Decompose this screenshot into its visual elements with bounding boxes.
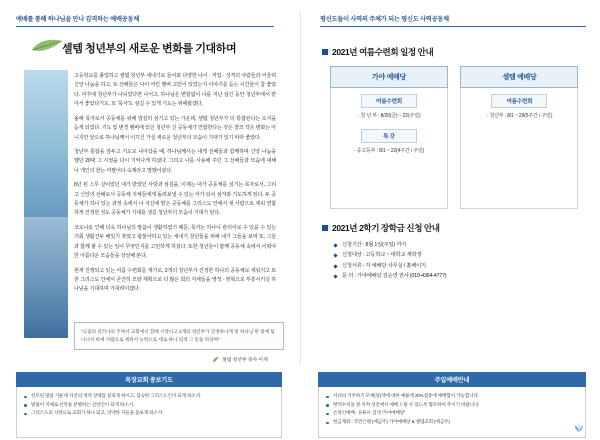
prayer-item: 말씀이 지체로 선악을 분별하는 신앙인이 되게 하소서. bbox=[24, 401, 274, 410]
article-paragraph: 청년부 통합을 앞두고 기도로 나아갔을 때, 하나님께서는 내게 선배들과 함께하며 신앙 나눔을 했던 20대 그 시절을 다시 기억나게 하셨다. 그리고 나를 사용해 주던 그 선배들과 모습에 대해 나 개인의 한는 여짤어다 숙제라고 말했어셨다. bbox=[74, 148, 276, 174]
service-info-item: 헌금계좌 : 국민은행 (예금주) 가야예배당 & 셀템교회 (예금주) bbox=[326, 418, 578, 427]
scholarship-item: 신청기간 : 8월 1일(주일) 까지 bbox=[334, 240, 582, 250]
article-pullquote: "고침의 길러나의 주께서 교회에서 할때 시작나고 2개의 성년부가 진정하나게 및 하나님 한 밖에 팀나니서 바에 사람으로 세워서 능력으로 세로 하나 되게 그 믿을 바라며" bbox=[74, 322, 284, 350]
prayer-box-heading: 목장교회 중보기도 bbox=[16, 372, 282, 387]
small-leaf-icon bbox=[212, 356, 219, 363]
schedule-group-line: · 청 년 부 : 8/20(금) ~ 22(주일) bbox=[357, 113, 421, 119]
service-info-item: 방역수칙을 잘 지켜 성전에서 예배 드릴 수 있도록 협조하여 주시기 바랍니다. bbox=[326, 401, 578, 410]
scholarship-item: 문 의 : 가야예배당 김순연 권사 (010-4364-4777) bbox=[334, 271, 582, 281]
schedule-card-body bbox=[460, 88, 578, 209]
schedule-group bbox=[336, 129, 442, 155]
article-paragraph: 코로나로 인해 더욱 하나님의 말씀이 생활하였기 때문, 목자는 하나니 관리이로 수 있을 수 있는 기회 생활건두 배있기 찾았고 합물아하고 있는 새내기 청년들을 위해 내가 그들을 보며 또, 그들과 함께 할 수 있는 일이 무엇인지를 고민하게 하셨다. 또한 청년들이 함께 공동체 속에서 이뤄야한 아름다운 모습들을 상상해 본다. bbox=[74, 224, 276, 260]
schedule-group-label: 특 강 bbox=[361, 129, 417, 143]
lotus-logo-icon bbox=[572, 420, 586, 434]
service-info-body bbox=[318, 387, 586, 438]
scholarship-title-text: 2021년 2학기 장학금 신청 안내 bbox=[332, 223, 440, 233]
schedule-group-line: · 중고등부 : 8/1 ~ 22(4주간 / 주일) bbox=[353, 148, 425, 155]
article-photo bbox=[24, 70, 68, 338]
scholarship-item: 신청서류 : 각 예배당 사무실 / 홈페이지 bbox=[334, 261, 582, 271]
schedule-card-title: 가야 예배당 bbox=[330, 66, 448, 88]
schedule-section-title bbox=[322, 46, 433, 58]
column-divider bbox=[300, 12, 301, 364]
article-panel bbox=[16, 26, 282, 362]
schedule-group bbox=[336, 94, 442, 120]
schedule-group bbox=[466, 94, 572, 120]
schedule-group-line: · 청년부 : 8/1 ~ 29(5주간 / 주일) bbox=[486, 113, 553, 119]
scholarship-section-title bbox=[322, 222, 440, 234]
prayer-item: 선포된 말씀 가운데 자신의 영적 상태를 살피게 하시고, 섬숙한 그리스도인이 되게 하소서. bbox=[24, 392, 274, 401]
service-info-box bbox=[318, 372, 586, 430]
schedule-card-title: 셀템 예배당 bbox=[460, 66, 578, 88]
right-column-header bbox=[320, 14, 586, 27]
prayer-box bbox=[16, 372, 282, 430]
scholarship-list bbox=[334, 240, 582, 281]
schedule-card-body bbox=[330, 88, 448, 209]
article-body bbox=[74, 72, 276, 300]
article-signature bbox=[212, 356, 268, 363]
bullet-square-icon bbox=[322, 225, 328, 231]
bullet-square-icon bbox=[322, 49, 328, 55]
right-header-rule bbox=[320, 26, 586, 27]
prayer-item: 그리스도의 사랑으로 교회가 하나 되고, 연약한 자들을 돌보게 하소서. bbox=[24, 409, 274, 418]
service-info-heading: 주일예배안내 bbox=[318, 372, 586, 387]
left-column-header-text: 예배를 통해 하나님을 만나 감격하는 예배공동체 bbox=[16, 16, 140, 23]
article-signature-text: 셀템 청년부 목자 이재 bbox=[222, 358, 268, 363]
article-paragraph: 현재 진행되고 있는 여름 수련회를 계기로, 2개의 청년부가 진정한 하나의 공동체로 세워지고 또한 그리스도 안에서 굳건히 모양 계획으로 더 많은 회의 지체들을 영적 · 영혁으로 부흥시키실 하나님을 기대하며 기대려이겠다. bbox=[74, 267, 276, 293]
scholarship-item: 신청대상 : 고등학교 ~ 대학교 재학생 bbox=[334, 250, 582, 260]
left-column-header bbox=[16, 14, 274, 27]
service-info-item: 온라인예배 : 유튜브 검색 '가야예배당' bbox=[326, 409, 578, 418]
schedule-card bbox=[330, 66, 448, 209]
schedule-group-label: 여름수련회 bbox=[361, 94, 417, 108]
article-title: 셀템 청년부의 새로운 변화를 기대하며 bbox=[62, 43, 237, 55]
article-paragraph: 고등학교를 졸업하고 셀템 청년부 새내기로 들어와 다양한 나이 · 직업 · 성격의 사람들과 어울려 신앙 나눔을 하고, 또 선배들은 나이 어린 멤버 고민이 있었는지 이야기를 듣는 시간들이 참 좋았다. 여후에 청년부가 나뉘었다면 나서고, 하나님은 변함없이 나를 지난 섬긴 동안 청년부에서 받아서 좋았다기도, 또 '목자'도 섬길 수 있게 기도는 위해왔겠다. bbox=[74, 73, 276, 108]
schedule-title-text: 2021년 여름수련회 일정 안내 bbox=[332, 47, 434, 57]
right-column-header-text: 평신도들이 사역의 주체가 되는 평신도 사역공동체 bbox=[320, 16, 449, 23]
article-paragraph: 8년 된 스무 살이었던 내가 받았던 사랑과 섬김을, 이제는 내가 공동체를 섬기는 목자로서, 그리고 신앙의 선배로서 공동체 지체들에게 돌려보낼 수 있는 자가 되어 섬겨와 기도하게 된다. 두 공동체가 하나 있는 과정 속에서 나 자신에 맡은 공동체를 그리스도 안에서 새 사람으로 세워 연합하게 진정한 성도 공동체가 기대를 생길 청년부의 모습이 기대가 된다. bbox=[74, 182, 276, 217]
article-paragraph: 올해 목자로서 공동체를 위해 열심히 섬기고 있는 가운데, 셀템 청년부가 더 통합된다는 소식을 듣게 되었다. 기도 및 변경 멤버에 있던 청년부 신 공동체가 연합한다는 것은 결코 작은 변화는 아니지만 앞으로 하나님께서 이끄신 가실 새로운 청년부의 모습이 기대가 있기 따라 좋았다. bbox=[74, 115, 276, 141]
schedule-card bbox=[460, 66, 578, 209]
prayer-box-body bbox=[16, 387, 282, 438]
schedule-group-label: 여름수련회 bbox=[491, 94, 547, 108]
leaf-ornament-icon bbox=[30, 38, 64, 54]
service-info-item: 자녀의 거주하기 모에(당)액에 대한 예물에 20%집중에 예배함이 가능합니다. bbox=[326, 392, 578, 401]
schedule-cards bbox=[330, 66, 582, 209]
